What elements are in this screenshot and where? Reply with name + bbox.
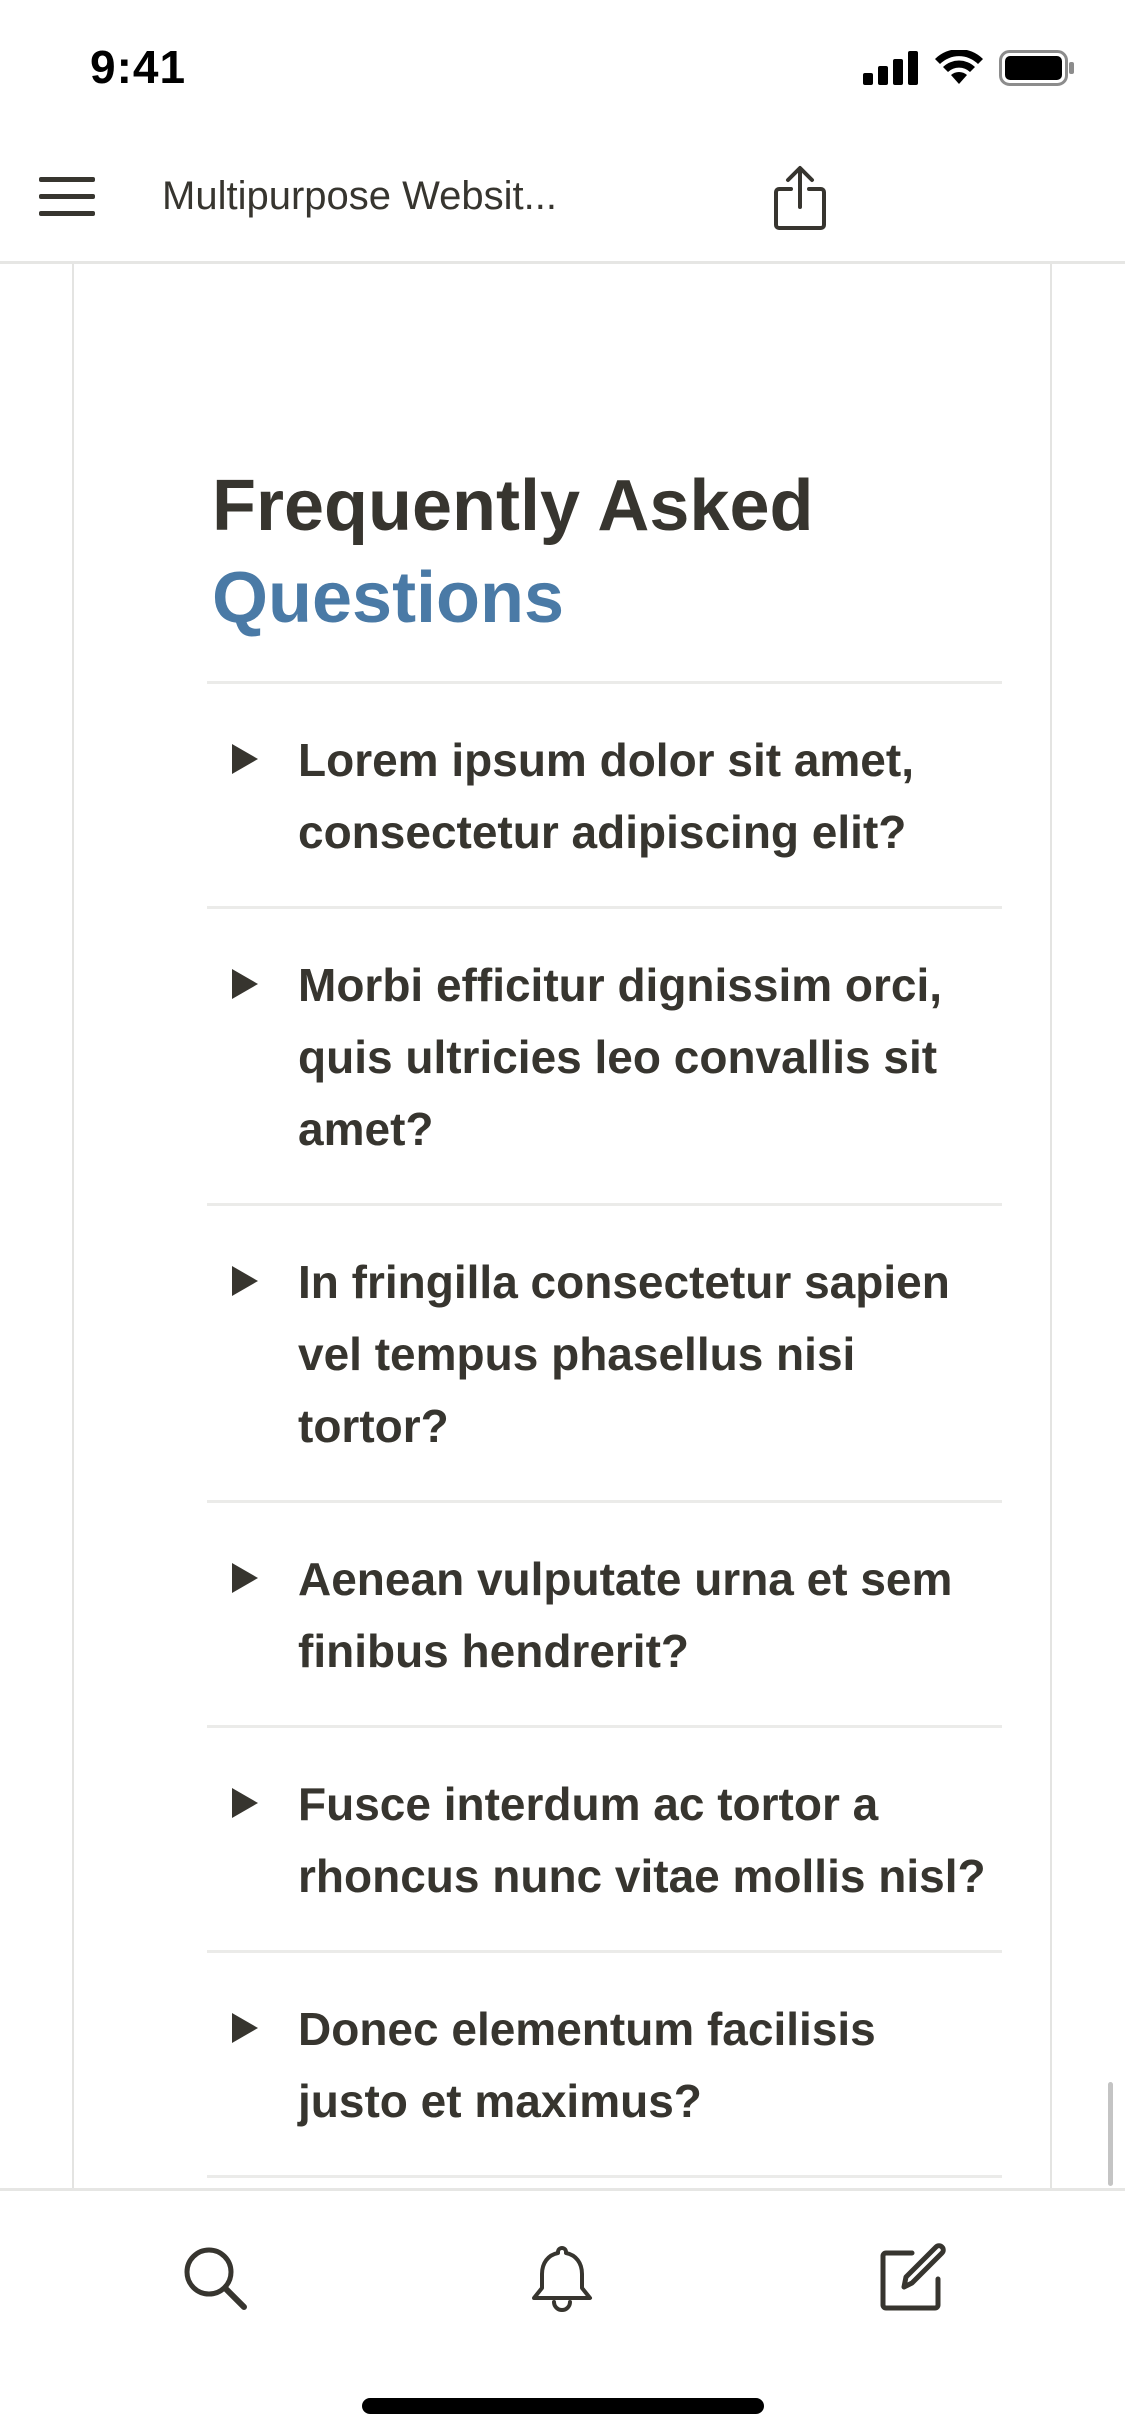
home-indicator [362, 2398, 764, 2414]
faq-heading [212, 460, 814, 644]
faq-question: Lorem ipsum dolor sit amet, consectetur adipiscing elit? [298, 734, 914, 858]
faq-question: Fusce interdum ac tortor a rhoncus nunc vitae mollis nisl? [298, 1778, 986, 1902]
search-icon [182, 2245, 248, 2311]
faq-item[interactable] [207, 1953, 1002, 2178]
faq-item[interactable] [207, 1728, 1002, 1953]
top-nav [0, 132, 1125, 264]
faq-question: In fringilla consectetur sapien vel tempus phasellus nisi tortor? [298, 1256, 950, 1452]
page-title: Multipurpose Websit... [162, 174, 557, 218]
toggle-triangle-icon[interactable] [232, 744, 258, 774]
hamburger-menu-icon [39, 173, 95, 221]
search-button[interactable] [170, 2233, 260, 2323]
status-bar [0, 0, 1125, 132]
menu-button[interactable] [30, 160, 104, 234]
faq-question: Morbi efficitur dignissim orci, quis ultricies leo convallis sit amet? [298, 959, 943, 1155]
faq-item[interactable] [207, 1206, 1002, 1503]
faq-item[interactable] [207, 1503, 1002, 1728]
toggle-triangle-icon[interactable] [232, 1788, 258, 1818]
new-page-button[interactable] [868, 2233, 958, 2323]
page-content[interactable] [0, 264, 1125, 2188]
faq-item[interactable] [207, 684, 1002, 909]
share-icon [773, 165, 827, 231]
share-button[interactable] [760, 158, 840, 238]
faq-item[interactable] [207, 909, 1002, 1206]
faq-question: Aenean vulputate urna et sem finibus hendrerit? [298, 1553, 953, 1677]
status-icons [863, 50, 1075, 86]
wifi-icon [935, 50, 983, 86]
compose-icon [878, 2243, 948, 2313]
toggle-triangle-icon[interactable] [232, 969, 258, 999]
status-time: 9:41 [90, 41, 187, 93]
faq-list [207, 681, 1002, 2178]
battery-icon [999, 50, 1075, 86]
faq-heading-accent: Questions [212, 558, 565, 638]
faq-heading-line1: Frequently Asked [212, 466, 814, 546]
scrollbar[interactable] [1108, 2082, 1113, 2186]
faq-question: Donec elementum facilisis justo et maximus? [298, 2003, 876, 2127]
cellular-signal-icon [863, 51, 919, 85]
bell-icon [530, 2242, 594, 2314]
toggle-triangle-icon[interactable] [232, 1563, 258, 1593]
toggle-triangle-icon[interactable] [232, 2013, 258, 2043]
notifications-button[interactable] [517, 2233, 607, 2323]
toggle-triangle-icon[interactable] [232, 1266, 258, 1296]
